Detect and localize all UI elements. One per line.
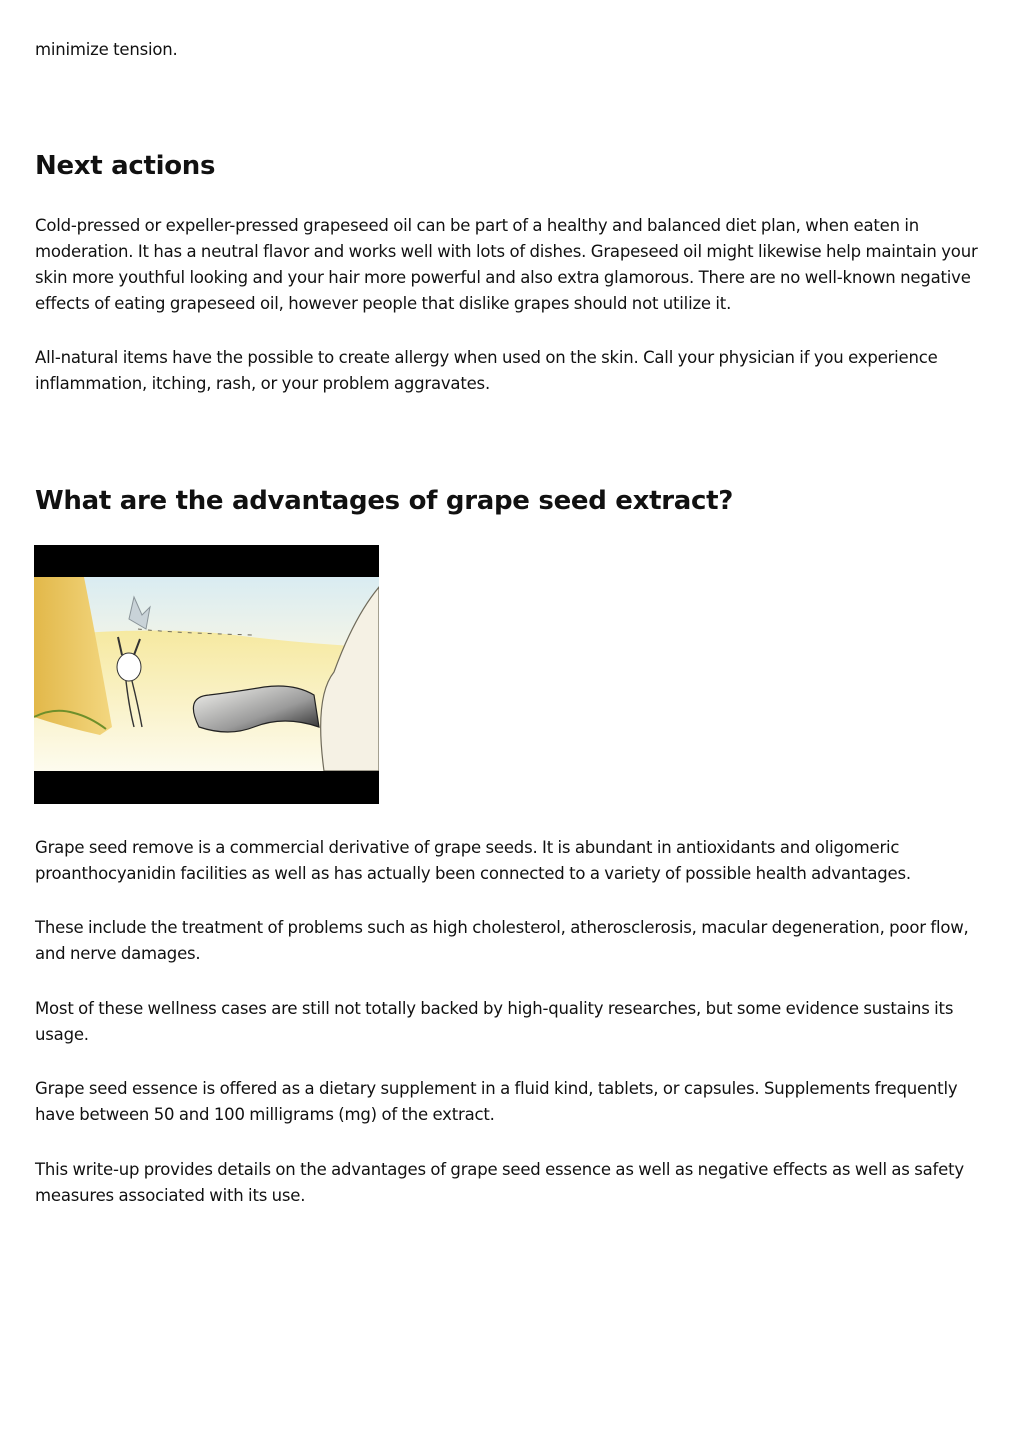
paragraph: These include the treatment of problems such as high cholesterol, atherosclerosis, macular degeneration, poor flow, and nerve damages. [35,918,969,963]
paragraph: All-natural items have the possible to create allergy when used on the skin. Call your physician if you experience inflammation, itching, rash, or your problem aggravates. [35,348,938,393]
intro-tail-text: minimize tension. [35,40,178,59]
paragraph: Most of these wellness cases are still not totally backed by high-quality researches, but some evidence sustains its usage. [35,999,954,1044]
section-heading-next-actions: Next actions [35,151,216,181]
paragraph: Grape seed essence is offered as a dietary supplement in a fluid kind, tablets, or capsules. Supplements frequently have between 50 and 100 milligrams (mg) of the extract. [35,1079,958,1124]
cartoon-illustration [34,577,379,771]
paragraph: Grape seed remove is a commercial derivative of grape seeds. It is abundant in antioxidants and oligomeric proanthocyanidin facilities as well as has actually been connected to a variety of possible health advantages. [35,838,911,883]
video-thumbnail[interactable] [34,545,379,804]
section-heading-advantages: What are the advantages of grape seed extract? [35,486,734,516]
paragraph: Cold-pressed or expeller-pressed grapeseed oil can be part of a healthy and balanced diet plan, when eaten in moderation. It has a neutral flavor and works well with lots of dishes. Grapeseed oil might likewise help maintain your skin more youthful looking and your hair more powerful and also extra glamorous. There are no well-known negative effects of eating grapeseed oil, however people that dislike grapes should not utilize it. [35,216,978,313]
paragraph: This write-up provides details on the advantages of grape seed essence as well as negative effects as well as safety measures associated with its use. [35,1160,964,1205]
